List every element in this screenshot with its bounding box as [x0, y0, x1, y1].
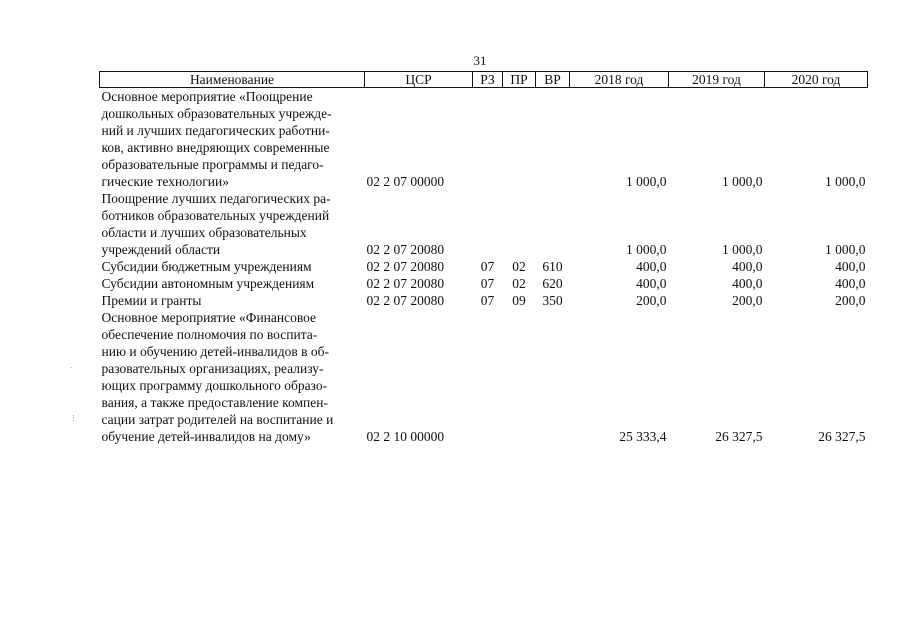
- row-vr: [536, 190, 570, 258]
- row-2020: 26 327,5: [818, 429, 866, 444]
- row-vr: 620: [542, 276, 563, 291]
- row-2018: 1 000,0: [626, 242, 667, 257]
- row-2018: 200,0: [636, 293, 667, 308]
- row-name-line: Поощрение лучших педагогических ра-: [101, 191, 331, 206]
- row-name-line: разовательных организациях, реализу-: [101, 361, 324, 376]
- row-name-line: нию и обучению детей-инвалидов в об-: [101, 344, 329, 359]
- row-rz: [473, 190, 503, 258]
- header-name: Наименование: [100, 72, 365, 88]
- row-2019: 1 000,0: [722, 174, 763, 189]
- row-2020: 1 000,0: [825, 174, 866, 189]
- row-name-line: ков, активно внедряющих современные: [101, 140, 330, 155]
- row-vr: [536, 88, 570, 191]
- row-csr: 02 2 07 20080: [366, 259, 445, 274]
- row-2019: 1 000,0: [722, 242, 763, 257]
- row-name-line: Субсидии автономным учреждениям: [101, 276, 315, 291]
- row-pr: 02: [512, 276, 526, 291]
- header-rz: РЗ: [473, 72, 503, 88]
- row-pr: 02: [512, 259, 526, 274]
- row-name: [100, 309, 365, 445]
- row-name-line: обеспечение полномочия по воспита-: [101, 327, 318, 342]
- row-csr: 02 2 07 20080: [366, 293, 445, 308]
- header-2020: 2020 год: [765, 72, 868, 88]
- table-row: [100, 309, 868, 445]
- table-row: [100, 275, 868, 292]
- table-row: [100, 258, 868, 275]
- row-name-line: ний и лучших педагогических работни-: [101, 123, 330, 138]
- row-rz: 07: [480, 293, 495, 308]
- row-csr: 02 2 10 00000: [366, 429, 445, 444]
- row-vr: [536, 309, 570, 445]
- row-2018: 1 000,0: [626, 174, 667, 189]
- row-2019: 200,0: [732, 293, 763, 308]
- row-name: [100, 275, 365, 292]
- row-name-line: области и лучших образовательных: [101, 225, 307, 240]
- row-name-line: учреждений области: [101, 242, 221, 257]
- table-body: [100, 88, 868, 446]
- row-2019: 26 327,5: [715, 429, 763, 444]
- row-name-line: Основное мероприятие «Финансовое: [101, 310, 317, 325]
- row-name-line: Субсидии бюджетным учреждениям: [101, 259, 312, 274]
- row-name-line: дошкольных образовательных учрежде-: [101, 106, 332, 121]
- row-pr: [503, 190, 536, 258]
- page-number: 31: [473, 53, 487, 68]
- row-csr: 02 2 07 20080: [366, 276, 445, 291]
- row-2020: 400,0: [835, 276, 866, 291]
- row-vr: 350: [542, 293, 563, 308]
- margin-mark: ·: [70, 364, 73, 372]
- table-row: [100, 190, 868, 258]
- row-2019: 400,0: [732, 276, 763, 291]
- row-name-line: сации затрат родителей на воспитание и: [101, 412, 334, 427]
- row-vr: 610: [542, 259, 563, 274]
- row-pr: 09: [512, 293, 526, 308]
- row-name: [100, 88, 365, 191]
- table-header-row: [100, 72, 868, 88]
- row-2020: 200,0: [835, 293, 866, 308]
- row-csr: 02 2 07 00000: [366, 174, 445, 189]
- row-name: [100, 258, 365, 275]
- row-name: [100, 190, 365, 258]
- row-name-line: образовательные программы и педаго-: [101, 157, 324, 172]
- row-rz: 07: [480, 276, 495, 291]
- row-pr: [503, 88, 536, 191]
- row-2018: 25 333,4: [619, 429, 667, 444]
- row-rz: [473, 309, 503, 445]
- row-2019: 400,0: [732, 259, 763, 274]
- row-name-line: гические технологии»: [101, 174, 230, 189]
- budget-table: [99, 71, 868, 445]
- margin-mark: ⋮: [70, 414, 77, 422]
- row-name-line: обучение детей-инвалидов на дому»: [101, 429, 311, 444]
- row-2020: 400,0: [835, 259, 866, 274]
- row-name-line: вания, а также предоставление компен-: [101, 395, 328, 410]
- header-csr: ЦСР: [365, 72, 473, 88]
- row-2018: 400,0: [636, 259, 667, 274]
- table-row: [100, 292, 868, 309]
- row-name-line: Основное мероприятие «Поощрение: [101, 89, 313, 104]
- row-name-line: ющих программу дошкольного образо-: [101, 378, 328, 393]
- row-pr: [503, 309, 536, 445]
- row-name-line: Премии и гранты: [101, 293, 202, 308]
- header-vr: ВР: [536, 72, 570, 88]
- header-pr: ПР: [503, 72, 536, 88]
- row-csr: 02 2 07 20080: [366, 242, 445, 257]
- row-name-line: ботников образовательных учреждений: [101, 208, 330, 223]
- table-row: [100, 88, 868, 191]
- row-name: [100, 292, 365, 309]
- row-rz: [473, 88, 503, 191]
- header-2019: 2019 год: [669, 72, 765, 88]
- header-2018: 2018 год: [570, 72, 669, 88]
- row-2020: 1 000,0: [825, 242, 866, 257]
- row-2018: 400,0: [636, 276, 667, 291]
- row-rz: 07: [480, 259, 495, 274]
